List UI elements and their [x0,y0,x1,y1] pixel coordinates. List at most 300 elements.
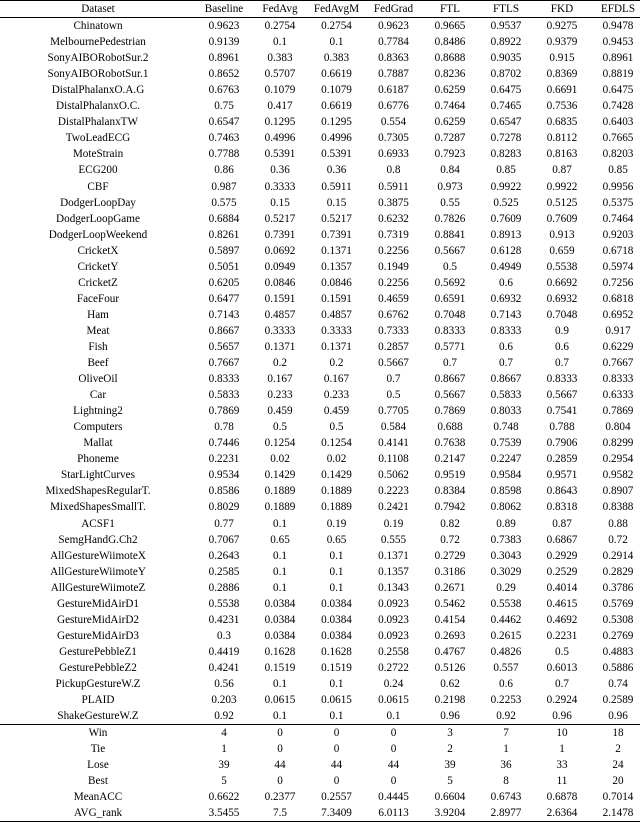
value-cell: 0.7287 [434,132,466,145]
table-row [0,211,640,227]
value-cell: 0.1519 [264,661,296,674]
dataset-name-cell: SonyAIBORobotSur.2 [47,52,149,65]
summary-label-cell: Win [0,725,196,742]
value-cell: 0.2 [273,357,287,370]
value-cell: 0.9956 [602,180,634,193]
value-cell: 0.2914 [602,549,634,562]
value-cell: 0.7014 [602,791,634,804]
value-cell: 0.9623 [365,18,422,35]
value-cell: 0.7256 [602,276,634,289]
table-row [0,339,640,355]
table-row [0,548,640,564]
value-cell: 0.1429 [321,469,352,482]
value-cell: 0.5125 [546,196,578,209]
value-cell: 44 [330,759,343,772]
value-cell: 0.8667 [208,324,240,337]
value-cell: 0.5667 [434,244,466,257]
value-cell: 0.8702 [490,68,522,81]
value-cell: 0.917 [605,324,631,337]
value-cell: 0.2589 [602,694,634,707]
value-cell: 0.5217 [264,212,296,225]
table-row [0,499,640,515]
value-cell: 0.8203 [602,148,634,161]
value-cell: 0.1108 [378,453,409,466]
value-cell: 0.4231 [208,613,240,626]
value-cell: 0.0615 [378,694,409,707]
value-cell: 2.6364 [534,805,590,822]
value-cell: 0.6205 [208,276,240,289]
value-cell: 0.7869 [208,405,240,418]
value-cell: 0.3333 [264,324,296,337]
dataset-name-cell: GesturePebbleZ1 [59,645,137,658]
value-cell: 0.6 [555,340,569,353]
value-cell: 0.5771 [434,340,466,353]
value-cell: 0.459 [323,405,350,418]
value-cell: 0.1 [273,710,287,723]
value-cell: 0.8163 [546,148,578,161]
dataset-name-cell: MelbournePedestrian [50,36,146,49]
value-cell: 0.4692 [546,613,578,626]
dataset-name-cell: ShakeGestureW.Z [57,710,139,723]
value-cell: 0.89 [496,517,516,530]
value-cell: 0.7428 [602,100,634,113]
value-cell: 0.87 [552,164,572,177]
table-row [0,98,640,114]
value-cell: 0.8033 [490,405,522,418]
dataset-name-cell: GesturePebbleZ2 [59,661,137,674]
value-cell: 0.3333 [264,180,296,193]
table-row [0,467,640,483]
value-cell: 0.92 [496,710,516,723]
value-cell: 0.1889 [321,501,352,514]
value-cell: 0.7638 [434,437,466,450]
table-row [0,162,640,178]
value-cell: 0.167 [323,373,350,386]
value-cell: 0.2231 [546,629,578,642]
value-cell: 0.8652 [208,68,240,81]
value-cell: 0.8283 [490,148,522,161]
value-cell: 0.554 [380,116,407,129]
table-row [0,146,640,162]
column-header-ftl: FTL [422,1,478,18]
value-cell: 0.5897 [208,244,240,257]
value-cell: 0.2729 [434,549,466,562]
value-cell: 0.7446 [208,437,240,450]
value-cell: 0.7143 [490,308,522,321]
value-cell: 0.913 [549,228,575,241]
dataset-name-cell: PLAID [81,694,115,707]
value-cell: 3.5455 [196,805,252,822]
value-cell: 0.62 [440,677,460,690]
value-cell: 0.0923 [378,597,409,610]
value-cell: 0.4996 [264,132,296,145]
value-cell: 0.7278 [490,132,522,145]
value-cell: 0.1628 [321,645,352,658]
value-cell: 0.1 [273,677,287,690]
value-cell: 0.8486 [434,36,466,49]
table-row [0,708,640,725]
value-cell: 0.55 [440,196,460,209]
value-cell: 0.7906 [546,437,578,450]
column-header-efdls: EFDLS [590,1,640,18]
value-cell: 0.915 [549,52,575,65]
table-row [0,596,640,612]
value-cell: 0.8369 [546,68,578,81]
table-row [0,644,640,660]
table-row [0,676,640,692]
value-cell: 0 [277,743,283,756]
value-cell: 0.987 [211,180,237,193]
value-cell: 0.4949 [490,260,522,273]
value-cell: 0.9519 [434,469,466,482]
value-cell: 0.0384 [264,613,296,626]
value-cell: 0.5707 [264,68,296,81]
value-cell: 0.1889 [321,485,352,498]
value-cell: 0.8667 [434,373,466,386]
value-cell: 0.6691 [546,84,578,97]
value-cell: 0.7869 [434,405,466,418]
dataset-name-cell: CricketZ [78,276,118,289]
value-cell: 0.7869 [602,405,634,418]
value-cell: 0.9922 [490,180,522,193]
value-cell: 0.1591 [321,292,352,305]
value-cell: 0.2615 [490,629,522,642]
value-cell: 0.6475 [602,84,634,97]
value-cell: 0.85 [496,164,516,177]
value-cell: 0.6 [499,340,513,353]
value-cell: 0.2886 [208,581,240,594]
value-cell: 0.4615 [546,597,578,610]
value-cell: 0.8333 [208,373,240,386]
table-row [0,323,640,339]
value-cell: 0.1 [329,36,344,49]
value-cell: 0 [390,775,397,788]
value-cell: 0.4996 [321,132,352,145]
value-cell: 0.6932 [490,292,522,305]
value-cell: 0 [277,775,283,788]
value-cell: 0.8586 [208,485,240,498]
dataset-name-cell: FaceFour [76,292,120,305]
value-cell: 0.5538 [490,597,522,610]
value-cell: 0.8384 [434,485,466,498]
value-cell: 0.6187 [378,84,409,97]
value-cell: 0.24 [383,677,404,690]
value-cell: 0.1519 [321,661,352,674]
value-cell: 0.1371 [264,340,296,353]
value-cell: 39 [218,759,230,772]
table-row [0,259,640,275]
table-row [0,66,640,82]
summary-label-cell: AVG_rank [0,805,196,822]
value-cell: 0.4154 [434,613,466,626]
value-cell: 0.7541 [546,405,578,418]
summary-label-cell: Lose [87,759,109,772]
value-cell: 7 [478,725,534,742]
value-cell: 0.9584 [490,469,522,482]
value-cell: 0.1371 [321,340,352,353]
value-cell: 0.9 [555,324,569,337]
value-cell: 0.7665 [602,132,634,145]
column-header-baseline: Baseline [196,1,252,18]
value-cell: 0.19 [383,517,404,530]
table-row [0,451,640,467]
value-cell: 0 [390,743,397,756]
value-cell: 0.2 [329,357,344,370]
value-cell: 0.804 [605,421,631,434]
value-cell: 0.7705 [378,405,409,418]
value-cell: 0.0846 [264,276,296,289]
value-cell: 0.78 [214,421,234,434]
value-cell: 0.0923 [378,613,409,626]
table-row [0,516,640,532]
dataset-name-cell: TwoLeadECG [65,132,131,145]
value-cell: 2.1478 [590,805,640,822]
dataset-name-cell: MixedShapesRegularT. [45,485,151,498]
value-cell: 0 [365,725,422,742]
summary-row [0,805,640,822]
dataset-name-cell: OliveOil [78,373,118,386]
table-row [0,130,640,146]
value-cell: 0.56 [214,677,234,690]
value-cell: 0.8961 [208,52,240,65]
value-cell: 0.0846 [321,276,352,289]
value-cell: 3.9204 [422,805,478,822]
value-cell: 0.6933 [378,148,409,161]
value-cell: 0.8333 [490,324,522,337]
table-row [0,580,640,596]
value-cell: 0.8841 [434,228,466,241]
value-cell: 0.7 [555,677,569,690]
value-cell: 0.1254 [264,437,296,450]
table-row [0,483,640,499]
value-cell: 0.6718 [602,244,634,257]
value-cell: 0.6013 [546,661,578,674]
value-cell: 0.788 [549,421,575,434]
value-cell: 0.7 [386,373,401,386]
value-cell: 0.3786 [602,581,634,594]
value-cell: 0.0615 [264,694,296,707]
value-cell: 0.6763 [208,84,240,97]
value-cell: 0.2231 [208,453,240,466]
value-cell: 0.1 [273,36,287,49]
value-cell: 0.0949 [264,260,296,273]
header-row [0,1,640,18]
value-cell: 0.555 [380,533,407,546]
value-cell: 36 [500,759,512,772]
value-cell: 0.6692 [546,276,578,289]
value-cell: 0.7048 [546,308,578,321]
value-cell: 0.6477 [208,292,240,305]
table-row [0,50,640,66]
table-row [0,179,640,195]
value-cell: 1 [559,743,565,756]
value-cell: 0.8112 [546,132,578,145]
value-cell: 0.0923 [378,629,409,642]
value-cell: 0.72 [608,533,628,546]
value-cell: 0.15 [326,196,347,209]
value-cell: 5 [447,775,453,788]
value-cell: 11 [556,775,568,788]
value-cell: 0.7609 [490,212,522,225]
value-cell: 7.3409 [308,805,365,822]
value-cell: 0.1 [386,710,401,723]
value-cell: 0.8261 [208,228,240,241]
value-cell: 0.2377 [264,791,296,804]
value-cell: 0.6 [499,276,513,289]
value-cell: 0.688 [437,421,463,434]
value-cell: 0.417 [267,100,293,113]
value-cell: 0.7048 [434,308,466,321]
value-cell: 0.7383 [490,533,522,546]
value-cell: 0.2929 [546,549,578,562]
value-cell: 0.8922 [490,36,522,49]
column-header-fedavgm: FedAvgM [308,1,365,18]
value-cell: 0.1079 [321,84,352,97]
value-cell: 0.4883 [602,645,634,658]
value-cell: 0.383 [323,52,350,65]
value-cell: 0.9665 [422,18,478,35]
value-cell: 0.2857 [378,340,409,353]
value-cell: 0.5 [555,645,569,658]
value-cell: 0.85 [608,164,628,177]
value-cell: 0.2693 [434,629,466,642]
value-cell: 44 [387,759,400,772]
value-cell: 0.2256 [378,276,409,289]
value-cell: 0.1889 [264,501,296,514]
dataset-name-cell: Lightning2 [73,405,123,418]
table-row [0,307,640,323]
value-cell: 0.7609 [546,212,578,225]
value-cell: 0.5657 [208,340,240,353]
value-cell: 0.9203 [602,228,634,241]
value-cell: 0.5974 [602,260,634,273]
value-cell: 0.1 [273,517,287,530]
dataset-name-cell: SonyAIBORobotSur.1 [47,68,149,81]
value-cell: 0.7784 [378,36,409,49]
value-cell: 0.8388 [602,501,634,514]
dataset-name-cell: MoteStrain [72,148,124,161]
value-cell: 0.9275 [534,18,590,35]
value-cell: 0.233 [267,389,293,402]
value-cell: 0.9623 [196,18,252,35]
value-cell: 0.02 [326,453,347,466]
value-cell: 0.8333 [602,373,634,386]
value-cell: 0.1949 [378,260,409,273]
value-cell: 0.3029 [490,565,522,578]
value-cell: 0.8363 [378,52,409,65]
value-cell: 0.84 [440,164,460,177]
dataset-name-cell: DodgerLoopDay [60,196,136,209]
value-cell: 0 [333,743,340,756]
value-cell: 0.7539 [490,437,522,450]
value-cell: 0.2256 [378,244,409,257]
dataset-name-cell: Computers [73,421,123,434]
value-cell: 0.2247 [490,453,522,466]
value-cell: 0.525 [493,196,519,209]
column-header-fkd: FKD [534,1,590,18]
value-cell: 0.2557 [321,791,352,804]
value-cell: 0.1357 [321,260,352,273]
value-cell: 0.74 [608,677,628,690]
value-cell: 0.9534 [208,469,240,482]
value-cell: 0.2924 [546,694,578,707]
value-cell: 0.7536 [546,100,578,113]
value-cell: 0.4857 [321,308,352,321]
value-cell: 0.96 [440,710,460,723]
summary-row [0,741,640,757]
value-cell: 0.75 [214,100,234,113]
value-cell: 0.1591 [264,292,296,305]
value-cell: 0.4826 [490,645,522,658]
value-cell: 0.1 [329,581,344,594]
table-summary-body [0,725,640,822]
value-cell: 0.4141 [378,437,409,450]
table-row [0,403,640,419]
value-cell: 0.5051 [208,260,240,273]
value-cell: 0.29 [496,581,516,594]
value-cell: 0.6591 [434,292,466,305]
value-cell: 0.6259 [434,116,466,129]
table-row [0,660,640,676]
value-cell: 0.1079 [264,84,296,97]
value-cell: 0.233 [323,389,350,402]
value-cell: 0 [308,725,365,742]
dataset-name-cell: AllGestureWiimoteZ [50,581,146,594]
value-cell: 0.2722 [378,661,409,674]
table-row [0,243,640,259]
value-cell: 0.8062 [490,501,522,514]
value-cell: 3 [422,725,478,742]
value-cell: 0.6232 [378,212,409,225]
column-header-fedgrad: FedGrad [365,1,422,18]
value-cell: 0.6333 [602,389,634,402]
value-cell: 0.2558 [378,645,409,658]
value-cell: 0.7826 [434,212,466,225]
value-cell: 0.383 [267,52,293,65]
value-cell: 0.2223 [378,485,409,498]
value-cell: 0.2754 [308,18,365,35]
table-row [0,435,640,451]
value-cell: 0.5375 [602,196,634,209]
summary-label-cell: MeanACC [73,791,123,804]
value-cell: 0.1357 [378,565,409,578]
value-cell: 0.1429 [264,469,296,482]
dataset-name-cell: GestureMidAirD2 [56,613,140,626]
summary-row [0,773,640,789]
value-cell: 0.7887 [378,68,409,81]
value-cell: 0.1 [329,565,344,578]
value-cell: 0.8913 [490,228,522,241]
table-row [0,275,640,291]
table-row [0,628,640,644]
value-cell: 0.8299 [602,437,634,450]
value-cell: 0.65 [326,533,347,546]
dataset-name-cell: Ham [87,308,109,321]
value-cell: 0.5833 [208,389,240,402]
value-cell: 0.7391 [321,228,352,241]
value-cell: 2 [615,743,621,756]
value-cell: 0.6762 [378,308,409,321]
value-cell: 0.167 [267,373,293,386]
value-cell: 0.1371 [378,549,409,562]
value-cell: 0.02 [270,453,290,466]
value-cell: 0.9453 [602,36,634,49]
table-row [0,82,640,98]
value-cell: 0.1 [329,677,344,690]
value-cell: 0.459 [267,405,293,418]
value-cell: 6.0113 [365,805,422,822]
value-cell: 1 [503,743,509,756]
